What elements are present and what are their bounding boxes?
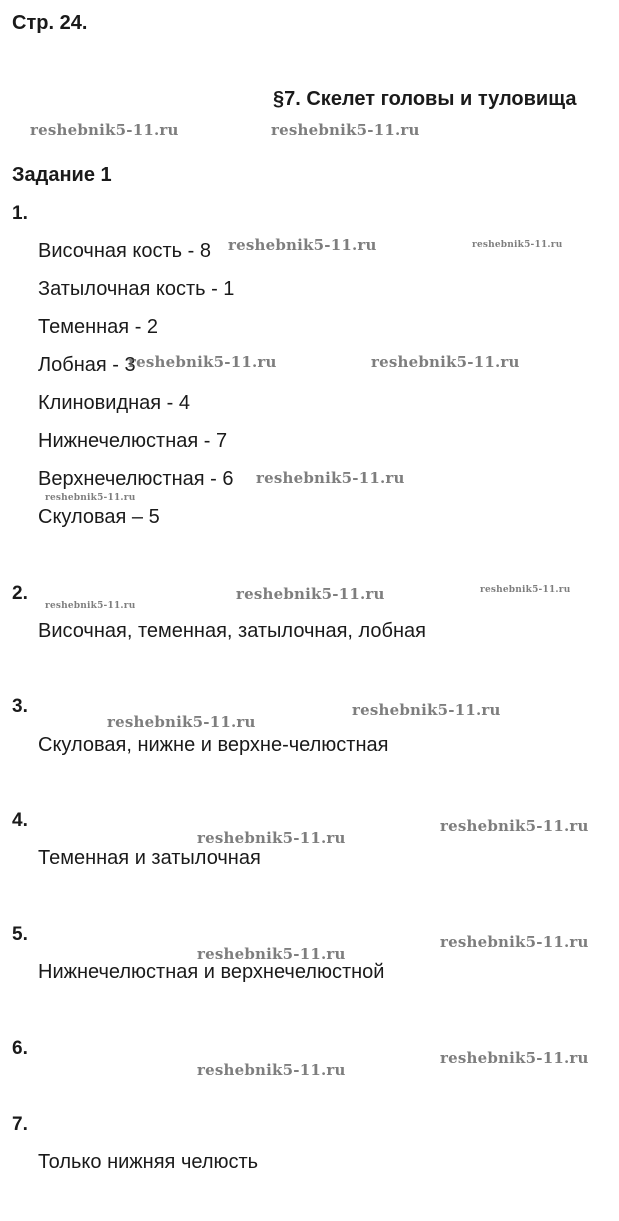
watermark: reshebnik5-11.ru	[236, 585, 385, 603]
watermark: reshebnik5-11.ru	[197, 829, 346, 847]
answer-line: Нижнечелюстная - 7	[38, 430, 228, 452]
page-label: Стр. 24.	[12, 12, 88, 34]
watermark: reshebnik5-11.ru	[256, 469, 405, 487]
answer-line: Скуловая – 5	[38, 506, 160, 528]
watermark: reshebnik5-11.ru	[197, 1061, 346, 1079]
watermark: reshebnik5-11.ru	[440, 933, 589, 951]
watermark: reshebnik5-11.ru	[45, 493, 136, 503]
watermark: reshebnik5-11.ru	[352, 701, 501, 719]
answer-line: Нижнечелюстная и верхнечелюстной	[38, 961, 385, 983]
answer-line: Клиновидная - 4	[38, 392, 191, 414]
watermark: reshebnik5-11.ru	[107, 713, 256, 731]
item-number-3: 3.	[12, 696, 28, 717]
answer-line: Лобная - 3	[38, 354, 136, 376]
item-number-2: 2.	[12, 583, 28, 604]
watermark: reshebnik5-11.ru	[228, 236, 377, 254]
answer-line: Скуловая, нижне и верхне-челюстная	[38, 734, 389, 756]
answer-line: Только нижняя челюсть	[38, 1151, 259, 1173]
section-title: §7. Скелет головы и туловища	[273, 88, 577, 110]
watermark: reshebnik5-11.ru	[45, 601, 136, 611]
watermark: reshebnik5-11.ru	[371, 353, 520, 371]
answer-line: Височная, теменная, затылочная, лобная	[38, 620, 427, 642]
watermark: reshebnik5-11.ru	[30, 121, 179, 139]
watermark: reshebnik5-11.ru	[472, 240, 563, 250]
item-number-5: 5.	[12, 924, 28, 945]
answer-line: Теменная - 2	[38, 316, 159, 338]
watermark: reshebnik5-11.ru	[128, 353, 277, 371]
answer-line: Затылочная кость - 1	[38, 278, 235, 300]
watermark: reshebnik5-11.ru	[480, 585, 571, 595]
watermark: reshebnik5-11.ru	[440, 817, 589, 835]
item-number-1: 1.	[12, 203, 28, 224]
answer-line: Верхнечелюстная - 6	[38, 468, 234, 490]
item-number-7: 7.	[12, 1114, 28, 1135]
item-number-4: 4.	[12, 810, 28, 831]
item-number-6: 6.	[12, 1038, 28, 1059]
watermark: reshebnik5-11.ru	[271, 121, 420, 139]
task-heading: Задание 1	[12, 164, 112, 186]
watermark: reshebnik5-11.ru	[440, 1049, 589, 1067]
answer-line: Теменная и затылочная	[38, 847, 261, 869]
answer-line: Височная кость - 8	[38, 240, 211, 262]
watermark: reshebnik5-11.ru	[197, 945, 346, 963]
